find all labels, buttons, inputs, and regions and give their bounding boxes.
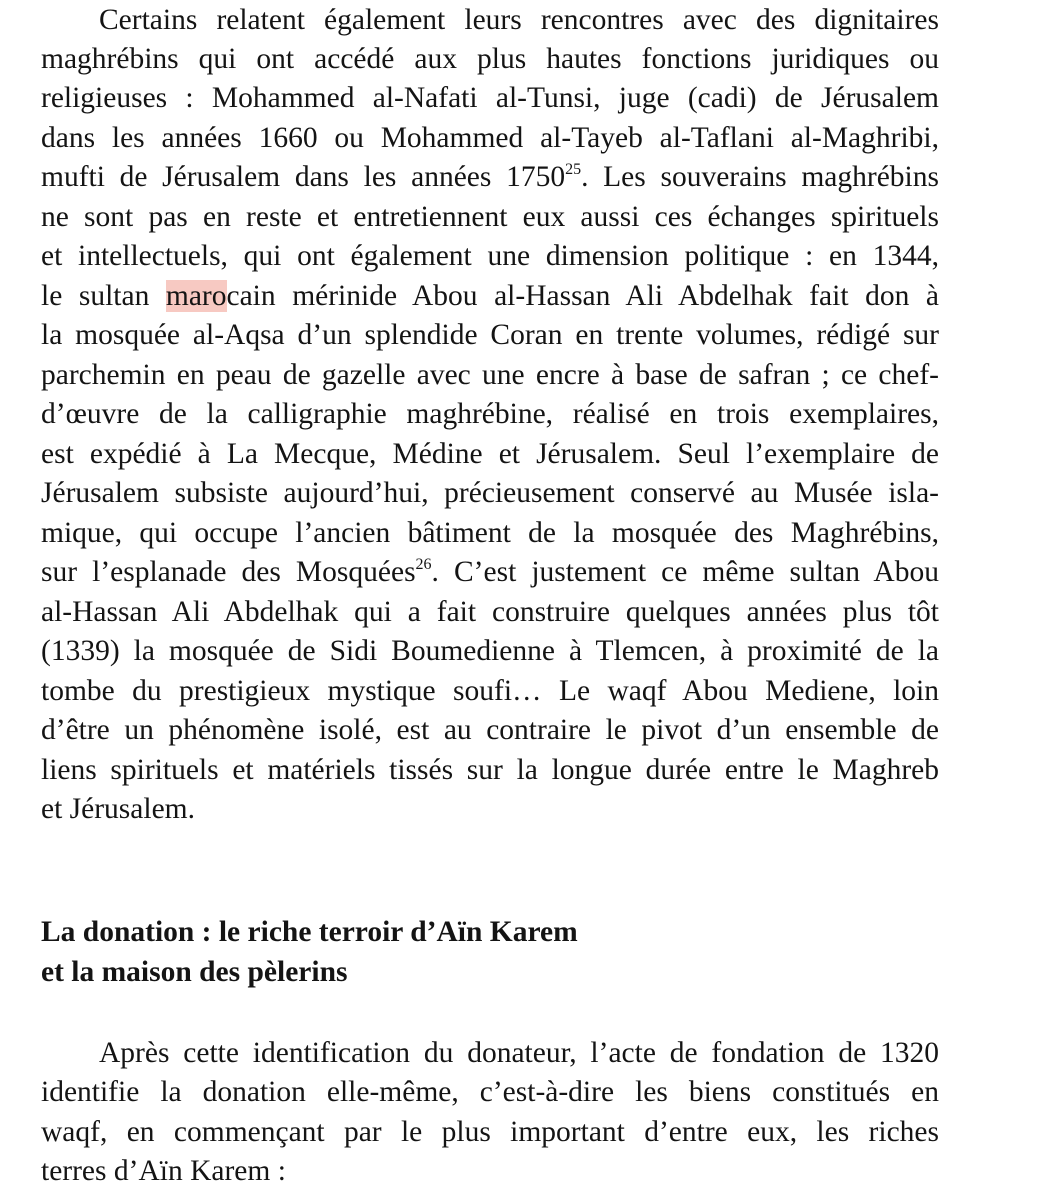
paragraph-1-line-9: la mosquée al-Aqsa d’un splendide Coran en trente volumes, rédigé sur — [41, 319, 939, 351]
paragraph-1-line-19: d’être un phénomène isolé, est au contraire le pivot d’un ensemble de — [41, 714, 939, 746]
highlighted-text[interactable]: maro — [165, 280, 227, 312]
paragraph-1-line-3: religieuses : Mohammed al-Nafati al-Tunsi, juge (cadi) de Jérusalem — [41, 82, 939, 114]
paragraph-1-line-12: est expédié à La Mecque, Médine et Jérusalem. Seul l’exemplaire de — [41, 438, 939, 470]
paragraph-1-line-10: parchemin en peau de gazelle avec une encre à base de safran ; ce chef- — [41, 359, 939, 391]
footnote-ref-26[interactable]: 26 — [415, 556, 432, 573]
paragraph-2-line-2: identifie la donation elle-même, c’est-à-dire les biens constitués en — [41, 1076, 939, 1108]
paragraph-2-line-4: terres d’Aïn Karem : — [41, 1155, 286, 1187]
paragraph-1-line-5: mufti de Jérusalem dans les années 1750$^{25}$. Les souverains maghrébins — [41, 161, 939, 193]
paragraph-1-line-6: ne sont pas en reste et entretiennent eux aussi ces échanges spirituels — [41, 201, 939, 233]
paragraph-1-line-7: et intellectuels, qui ont également une dimension politique : en 1344, — [41, 240, 939, 272]
paragraph-1-line-15: sur l’esplanade des Mosquées$^{26}$. C’est justement ce même sultan Abou — [41, 556, 939, 588]
footnote-ref-25[interactable]: 25 — [565, 161, 582, 178]
section-heading-line-1: La donation : le riche terroir d’Aïn Karem — [41, 916, 578, 948]
paragraph-1-line-11: d’œuvre de la calligraphie maghrébine, réalisé en trois exemplaires, — [41, 398, 939, 430]
section-heading-line-2: et la maison des pèlerins — [41, 956, 348, 988]
paragraph-1-line-13: Jérusalem subsiste aujourd’hui, précieusement conservé au Musée isla- — [41, 477, 939, 509]
paragraph-1-line-14: mique, qui occupe l’ancien bâtiment de la mosquée des Maghrébins, — [41, 517, 939, 549]
paragraph-2-line-3: waqf, en commençant par le plus important d’entre eux, les riches — [41, 1116, 939, 1148]
paragraph-1-line-8: le sultan marocain mérinide Abou al-Hassan Ali Abdelhak fait don à — [41, 280, 939, 312]
paragraph-1-line-2: maghrébins qui ont accédé aux plus hautes fonctions juridiques ou — [41, 43, 939, 75]
paragraph-1-line-17: (1339) la mosquée de Sidi Boumedienne à Tlemcen, à proximité de la — [41, 635, 939, 667]
paragraph-1-line-16: al-Hassan Ali Abdelhak qui a fait construire quelques années plus tôt — [41, 596, 939, 628]
paragraph-1-line-1: Certains relatent également leurs rencontres avec des dignitaires — [99, 4, 939, 36]
paragraph-1-line-20: liens spirituels et matériels tissés sur la longue durée entre le Maghreb — [41, 754, 939, 786]
paragraph-1-line-18: tombe du prestigieux mystique soufi… Le waqf Abou Mediene, loin — [41, 675, 939, 707]
paragraph-1-line-21: et Jérusalem. — [41, 793, 195, 825]
paragraph-1-line-4: dans les années 1660 ou Mohammed al-Tayeb al-Taflani al-Maghribi, — [41, 122, 939, 154]
paragraph-2-line-1: Après cette identification du donateur, l’acte de fondation de 1320 — [99, 1037, 939, 1069]
